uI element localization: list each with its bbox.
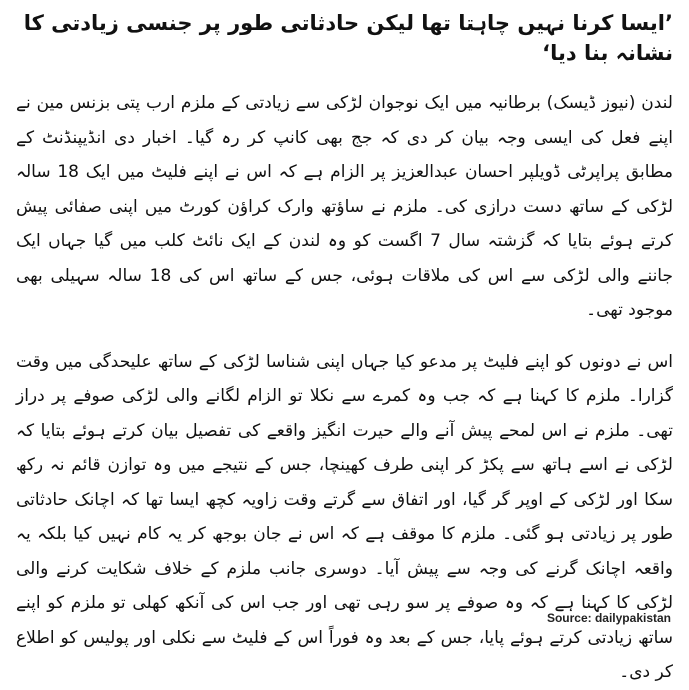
source-credit: Source: dailypakistan <box>546 611 671 625</box>
article-paragraph-1: لندن (نیوز ڈیسک) برطانیہ میں ایک نوجوان لڑکی سے زیادتی کے ملزم ارب پتی بزنس مین نے اپنے فعل کی ایسی وجہ بیان کر دی کہ جج بھی کانپ کر رہ گیا۔ اخبار دی انڈیپنڈنٹ کے مطابق پراپرٹی ڈویلپر احسان عبدالعزیز پر الزام ہے کہ اس نے اپنے فلیٹ میں ایک 18 سالہ لڑکی کے ساتھ دست درازی کی۔ ملزم نے ساؤتھ وارک کراؤن کورٹ میں اپنی صفائی پیش کرتے ہوئے بتایا کہ گزشتہ سال 7 اگست کو وہ لندن کے ایک نائٹ کلب میں گیا جہاں ایک جاننے والی لڑکی سے اس کی ملاقات ہوئی، جس کے ساتھ اس کی 18 سالہ سہیلی بھی موجود تھی۔ <box>16 93 673 320</box>
article-headline: ’ایسا کرنا نہیں چاہتا تھا لیکن حادثاتی طور پر جنسی زیادتی کا نشانہ بنا دیا‘ <box>23 11 673 65</box>
article-paragraph-2: اس نے دونوں کو اپنے فلیٹ پر مدعو کیا جہاں اپنی شناسا لڑکی کے ساتھ علیحدگی میں وقت گزارا۔ ملزم کا کہنا ہے کہ جب وہ کمرے سے نکلا تو الزام لگانے والی لڑکی صوفے پر دراز تھی۔ ملزم نے اس لمحے پیش آنے والے حیرت انگیز واقعے کی تفصیل بیان کرتے ہوئے بتایا کہ لڑکی نے اسے ہاتھ سے پکڑ کر اپنی طرف کھینچا، جس کے نتیجے میں وہ توازن قائم نہ رکھ سکا اور لڑکی کے اوپر گر گیا، اور اتفاق سے گرتے وقت زاویہ کچھ ایسا تھا کہ اچانک حادثاتی طور پر زیادتی ہو گئی۔ ملزم کا موقف ہے کہ اس نے جان بوجھ کر یہ کام نہیں کیا بلکہ یہ واقعہ اچانک گرنے کی وجہ سے پیش آیا۔ دوسری جانب ملزم کے خلاف شکایت کرنے والی لڑکی کا کہنا ہے کہ وہ صوفے پر سو رہی تھی اور جب اس کی آنکھ کھلی تو ملزم کو اپنے ساتھ زیادتی کرتے ہوئے پایا، جس کے بعد وہ فوراً اس کے فلیٹ سے نکلی اور پولیس کو اطلاع کر دی۔ <box>16 351 673 682</box>
